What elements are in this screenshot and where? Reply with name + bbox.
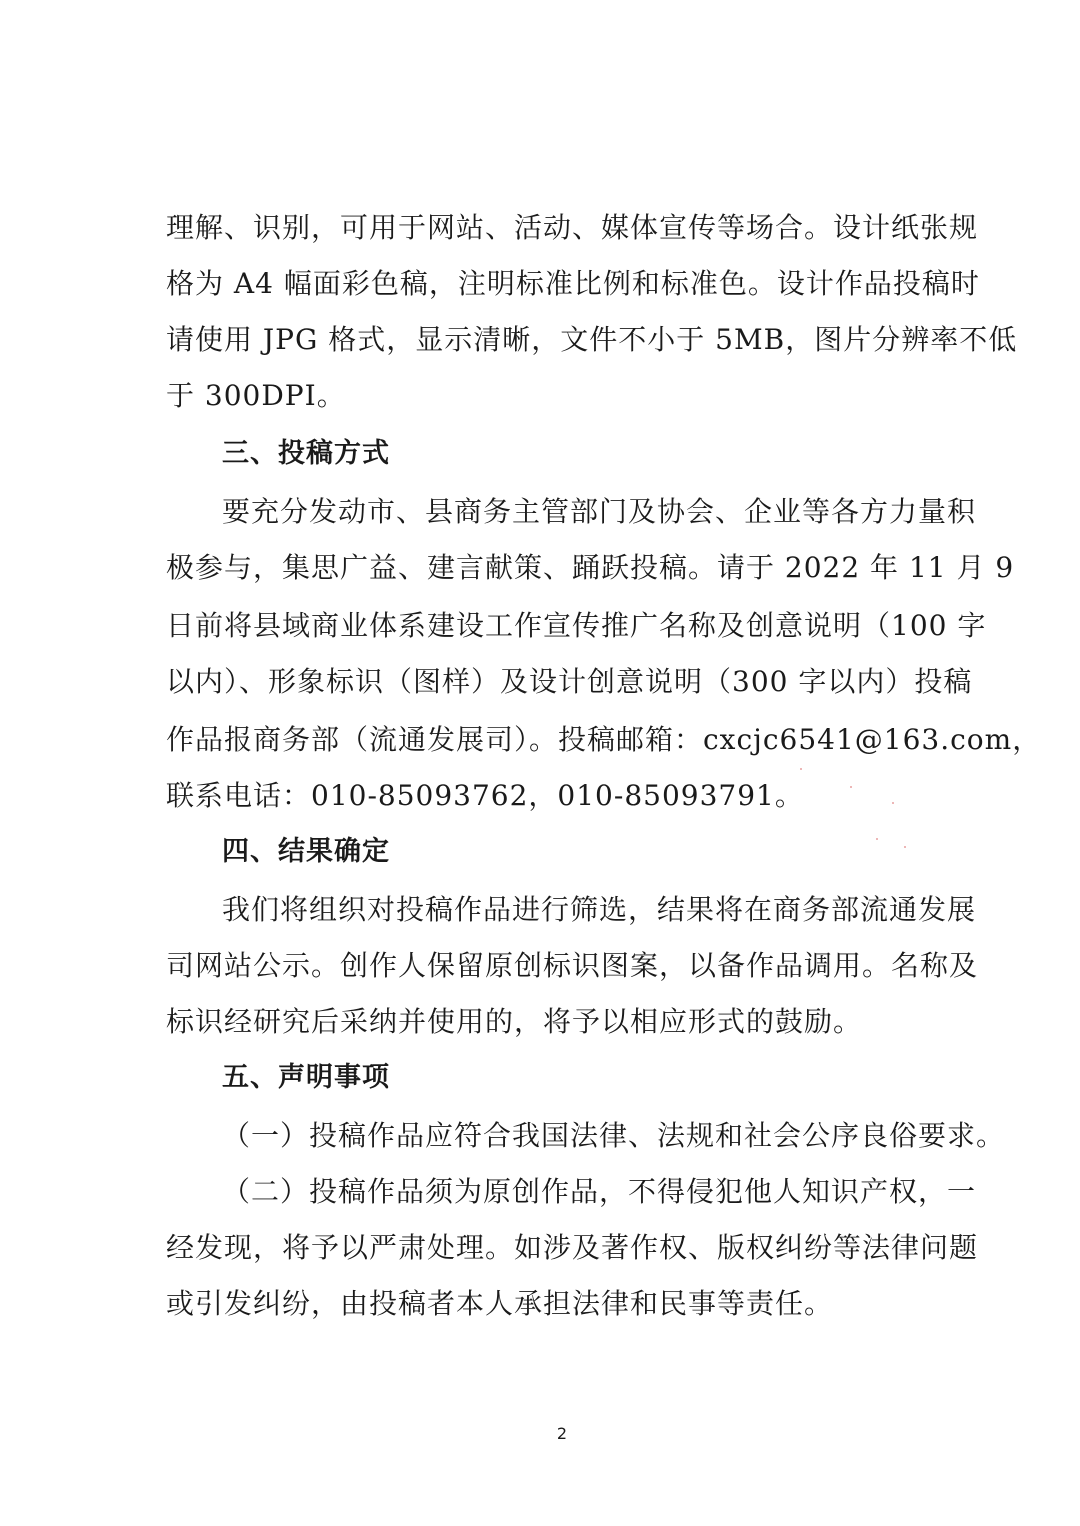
body-line: 或引发纠纷，由投稿者本人承担法律和民事等责任。 xyxy=(166,1287,834,1320)
body-line: （一）投稿作品应符合我国法律、法规和社会公序良俗要求。 xyxy=(222,1119,1006,1152)
stamp-mark xyxy=(850,786,852,788)
body-line: 司网站公示。创作人保留原创标识图案，以备作品调用。名称及 xyxy=(166,949,979,982)
section-heading-submission: 三、投稿方式 xyxy=(222,438,390,469)
body-line: （二）投稿作品须为原创作品，不得侵犯他人知识产权，一 xyxy=(222,1175,977,1208)
body-line: 标识经研究后采纳并使用的，将予以相应形式的鼓励。 xyxy=(166,1005,863,1038)
stamp-mark xyxy=(904,846,906,848)
section-heading-statement: 五、声明事项 xyxy=(222,1062,390,1093)
body-line: 格为 A4 幅面彩色稿，注明标准比例和标准色。设计作品投稿时 xyxy=(166,267,980,300)
body-line-email: 作品报商务部（流通发展司）。投稿邮箱：cxcjc6541@163.com， xyxy=(166,723,1042,756)
body-line: 极参与，集思广益、建言献策、踊跃投稿。请于 2022 年 11 月 9 xyxy=(166,551,1015,584)
body-line: 我们将组织对投稿作品进行筛选，结果将在商务部流通发展 xyxy=(222,893,977,926)
body-line: 日前将县域商业体系建设工作宣传推广名称及创意说明（100 字 xyxy=(166,609,987,642)
body-line-phone: 联系电话：010-85093762，010-85093791。 xyxy=(166,779,804,812)
page-number: 2 xyxy=(556,1424,568,1443)
body-line: 经发现，将予以严肃处理。如涉及著作权、版权纠纷等法律问题 xyxy=(166,1231,979,1264)
stamp-mark xyxy=(892,802,894,804)
body-line: 以内）、形象标识（图样）及设计创意说明（300 字以内）投稿 xyxy=(166,665,973,698)
stamp-mark xyxy=(876,838,878,840)
body-line: 于 300DPI。 xyxy=(166,379,346,412)
stamp-mark xyxy=(800,768,802,770)
body-line: 理解、识别，可用于网站、活动、媒体宣传等场合。设计纸张规 xyxy=(166,211,979,244)
section-heading-results: 四、结果确定 xyxy=(222,836,390,867)
body-line: 请使用 JPG 格式，显示清晰，文件不小于 5MB，图片分辨率不低 xyxy=(166,323,1018,356)
body-line: 要充分发动市、县商务主管部门及协会、企业等各方力量积 xyxy=(222,495,977,528)
